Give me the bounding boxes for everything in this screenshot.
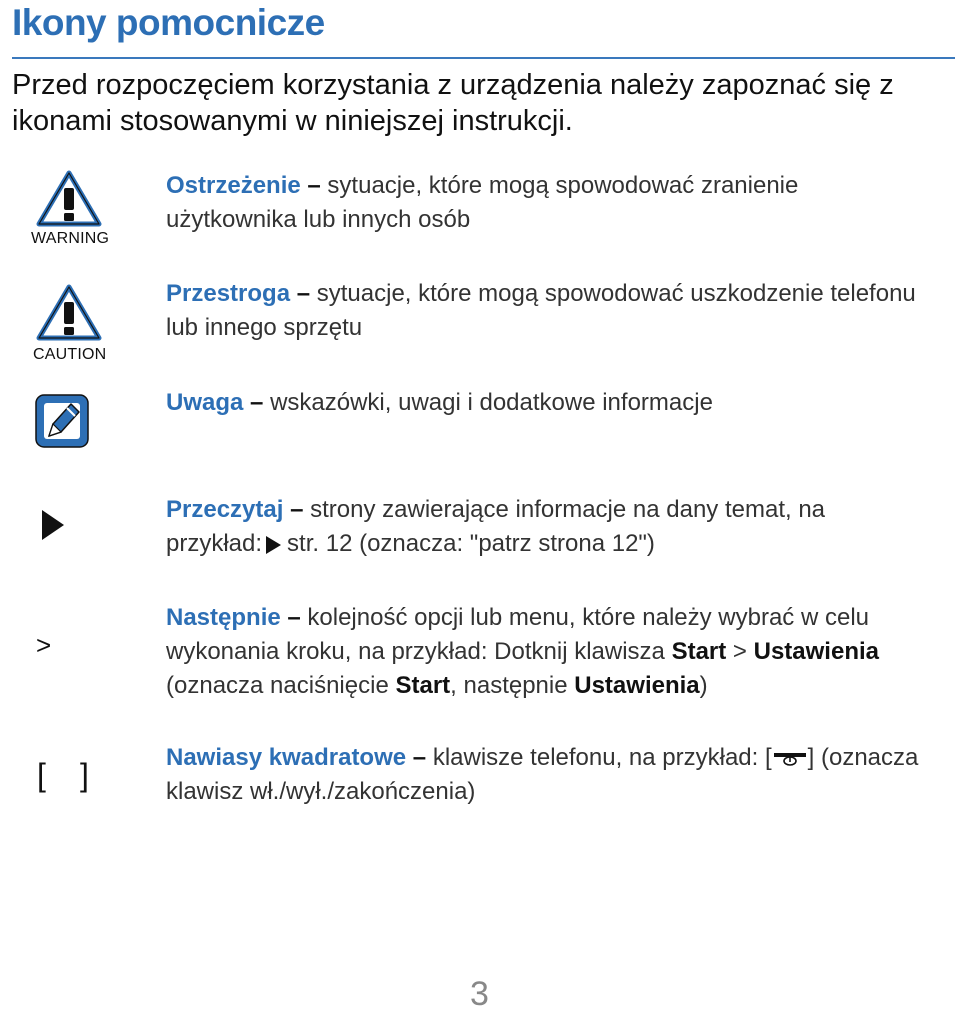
dash: – [307, 172, 321, 199]
dash: – [287, 604, 301, 631]
term-brackets: Nawiasy kwadratowe [166, 744, 407, 771]
title-divider [12, 57, 955, 59]
entry-note [166, 386, 926, 420]
entry-brackets [166, 741, 926, 809]
next-symbol: > [36, 630, 52, 660]
keyword-settings: Ustawienia [574, 672, 700, 699]
dash: – [250, 389, 264, 416]
entry-text: , następnie [450, 672, 568, 699]
warning-icon [36, 170, 102, 228]
entry-text: wskazówki, uwagi i dodatkowe informacje [270, 389, 713, 416]
term-refer: Przeczytaj [166, 496, 284, 523]
end-key-icon [773, 750, 807, 768]
bracket-open-symbol: [ [37, 757, 46, 793]
entry-warning [166, 169, 906, 237]
note-pencil-icon [33, 392, 91, 450]
caution-icon [36, 284, 102, 342]
dash: – [290, 496, 304, 523]
keyword-start: Start [671, 638, 727, 665]
entry-text: strony zawierające informacje na dany temat, na przykład: [166, 496, 826, 557]
intro-paragraph: Przed rozpoczęciem korzystania z urządzenia należy zapoznać się z ikonami stosowanymi w niniejszej instrukcji. [12, 69, 894, 137]
bracket-close-symbol: ] [80, 757, 89, 793]
keyword-settings: Ustawienia [753, 638, 879, 665]
entry-text: (oznacza naciśnięcie [166, 672, 389, 699]
entry-text: sytuacje, które mogą spowodować zranienie użytkownika lub innych osób [166, 172, 799, 233]
entry-caution [166, 277, 926, 345]
caution-label: CAUTION [33, 346, 107, 363]
entry-text: sytuacje, które mogą spowodować uszkodzenie telefonu lub innego sprzętu [166, 280, 916, 341]
separator: > [732, 638, 747, 665]
keyword-start: Start [395, 672, 451, 699]
term-caution: Przestroga [166, 280, 291, 307]
page-title: Ikony pomocnicze [12, 2, 325, 43]
entry-next [166, 601, 911, 703]
dash: – [296, 280, 311, 307]
entry-text: klawisze telefonu, na przykład: [ [432, 744, 772, 771]
entry-text: kolejność opcji lub menu, które należy wybrać w celu wykonania kroku, na przykład: Dotknij klawisza [166, 604, 870, 665]
entry-text: str. 12 (oznacza: "patrz strona 12") [287, 530, 655, 557]
warning-label: WARNING [31, 230, 110, 247]
term-next: Następnie [166, 604, 281, 631]
entry-text: ] (oznacza klawisz wł./wył./zakończenia) [166, 744, 919, 805]
entry-refer [166, 493, 906, 561]
inline-refer-arrow-icon [266, 536, 281, 554]
entry-text: ) [699, 672, 708, 699]
dash: – [412, 744, 427, 771]
term-warning: Ostrzeżenie [166, 172, 301, 199]
term-note: Uwaga [166, 389, 244, 416]
page-number: 3 [470, 975, 489, 1013]
refer-arrow-icon [40, 508, 66, 542]
